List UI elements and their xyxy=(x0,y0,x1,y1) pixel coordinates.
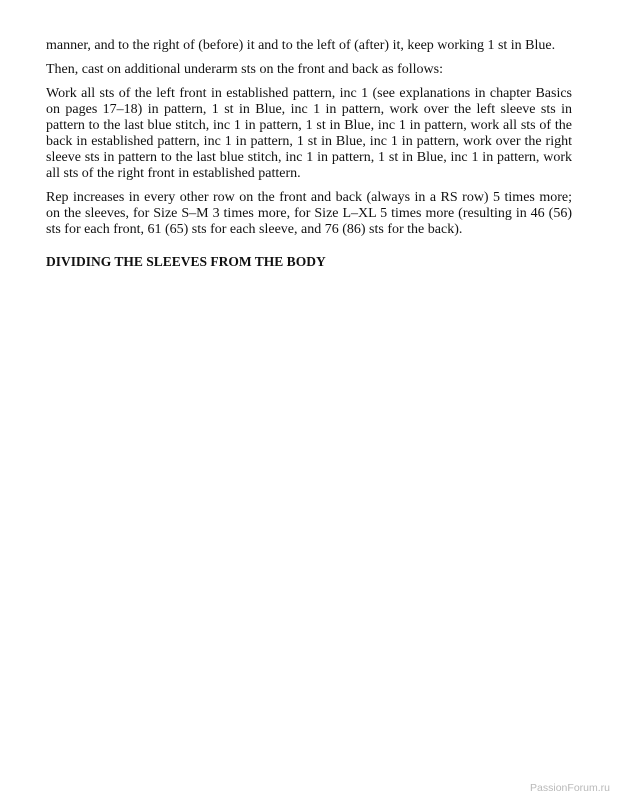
paragraph-cast-on: Then, cast on additional underarm sts on the front and back as follows: xyxy=(46,62,443,77)
paragraph-repeat-increases: Rep increases in every other row on the front and back (always in a RS row) 5 times more; on the sleeves, for Size S–M 3 times more, for Size L–XL 5 times more (resulting in 46 (56) sts for each front, 61 (65) sts for each sleeve, and 76 (86) sts for the back). xyxy=(46,190,572,237)
paragraph-increase-round: Work all sts of the left front in established pattern, inc 1 (see explanations in chapter Basics on pages 17–18) in pattern, 1 st in Blue, inc 1 in pattern, work over the left sleeve sts in pattern to the last blue stitch, inc 1 in pattern, 1 st in Blue, inc 1 in pattern, work all sts of the back in established pattern, inc 1 in pattern, 1 st in Blue, inc 1 in pattern, work over the right sleeve sts in pattern to the last blue stitch, inc 1 in pattern, 1 st in Blue, inc 1 in pattern, work all sts of the right front in established pattern. xyxy=(46,86,572,181)
section-heading: DIVIDING THE SLEEVES FROM THE BODY xyxy=(46,254,326,269)
watermark: PassionForum.ru xyxy=(530,782,610,794)
document-body xyxy=(46,38,572,270)
paragraph-continuation: manner, and to the right of (before) it and to the left of (after) it, keep working 1 st in Blue. xyxy=(46,38,556,53)
